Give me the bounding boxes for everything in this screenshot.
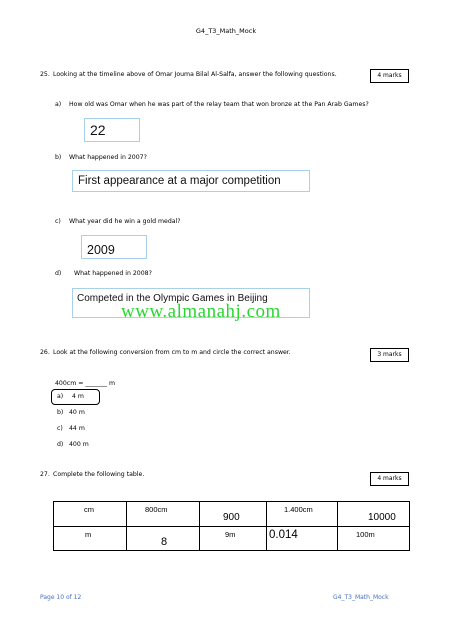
table-cell <box>338 527 410 551</box>
q25b-answer-box[interactable]: First appearance at a major competition <box>72 170 310 192</box>
q26-option-a-text[interactable]: 4 m <box>72 393 84 400</box>
table-cell <box>200 527 267 551</box>
table-row-m <box>54 527 410 551</box>
table-cell[interactable] <box>267 527 338 551</box>
q26-marks-badge: 3 marks <box>370 348 409 362</box>
q25d-label: d) <box>55 270 62 277</box>
table-cell <box>54 527 127 551</box>
q27-number: 27. <box>40 471 50 478</box>
q26-prompt: Look at the following conversion from cm to m and circle the correct answer. <box>53 349 291 356</box>
cell-text: 9m <box>225 530 236 539</box>
q26-number: 26. <box>40 349 50 356</box>
cell-text: 800cm <box>145 505 168 514</box>
q25b-question: What happened in 2007? <box>69 154 147 161</box>
cell-text: cm <box>84 505 94 514</box>
q25a-answer-box[interactable]: 22 <box>84 118 140 142</box>
q26-option-c-text[interactable]: 44 m <box>69 425 85 432</box>
q27-marks-badge: 4 marks <box>370 472 409 486</box>
footer-doc-title: G4_T3_Math_Mock <box>333 594 389 601</box>
q25d-answer-box[interactable]: Competed in the Olympic Games in Beijing <box>72 288 310 318</box>
page-header: G4_T3_Math_Mock <box>195 27 257 35</box>
q27-prompt: Complete the following table. <box>53 471 145 478</box>
q26-option-a-label: a) <box>57 393 64 400</box>
watermark-text: www.almanahj.com <box>121 301 281 322</box>
table-cell[interactable] <box>200 502 267 527</box>
table-cell <box>127 502 200 527</box>
q26-stem: 400cm = _______ m <box>55 380 116 387</box>
q25-marks-badge: 4 marks <box>370 69 409 83</box>
q25c-label: c) <box>55 218 61 225</box>
cell-answer: 8 <box>161 536 168 548</box>
q25b-label: b) <box>55 154 62 161</box>
footer-page-number: Page 10 of 12 <box>40 594 82 601</box>
q25c-answer-box[interactable]: 2009 <box>81 235 147 259</box>
table-cell[interactable] <box>338 502 410 527</box>
cell-text: 1.400cm <box>284 505 313 514</box>
conversion-table <box>53 501 410 551</box>
q25c-question: What year did he win a gold medal? <box>69 218 181 225</box>
cell-answer: 0.014 <box>269 529 298 541</box>
q26-option-c-label: c) <box>57 425 63 432</box>
q25-prompt: Looking at the timeline above of Omar Jouma Bilal Al-Salfa, answer the following questions. <box>53 71 337 78</box>
cell-answer: 10000 <box>368 512 396 523</box>
cell-text: m <box>85 530 92 539</box>
q25a-question: How old was Omar when he was part of the relay team that won bronze at the Pan Arab Games? <box>69 101 369 108</box>
table-cell <box>267 502 338 527</box>
q25-number: 25. <box>40 71 50 78</box>
cell-text: 100m <box>356 530 375 539</box>
q26-option-d-label: d) <box>57 441 64 448</box>
table-cell[interactable] <box>127 527 200 551</box>
table-row-cm <box>54 502 410 527</box>
cell-answer: 900 <box>223 512 240 523</box>
q25d-question: What happened in 2008? <box>74 270 152 277</box>
q26-option-d-text[interactable]: 400 m <box>69 441 89 448</box>
q25a-label: a) <box>55 101 62 108</box>
q26-option-b-text[interactable]: 40 m <box>69 409 85 416</box>
table-cell <box>54 502 127 527</box>
q26-option-b-label: b) <box>57 409 64 416</box>
